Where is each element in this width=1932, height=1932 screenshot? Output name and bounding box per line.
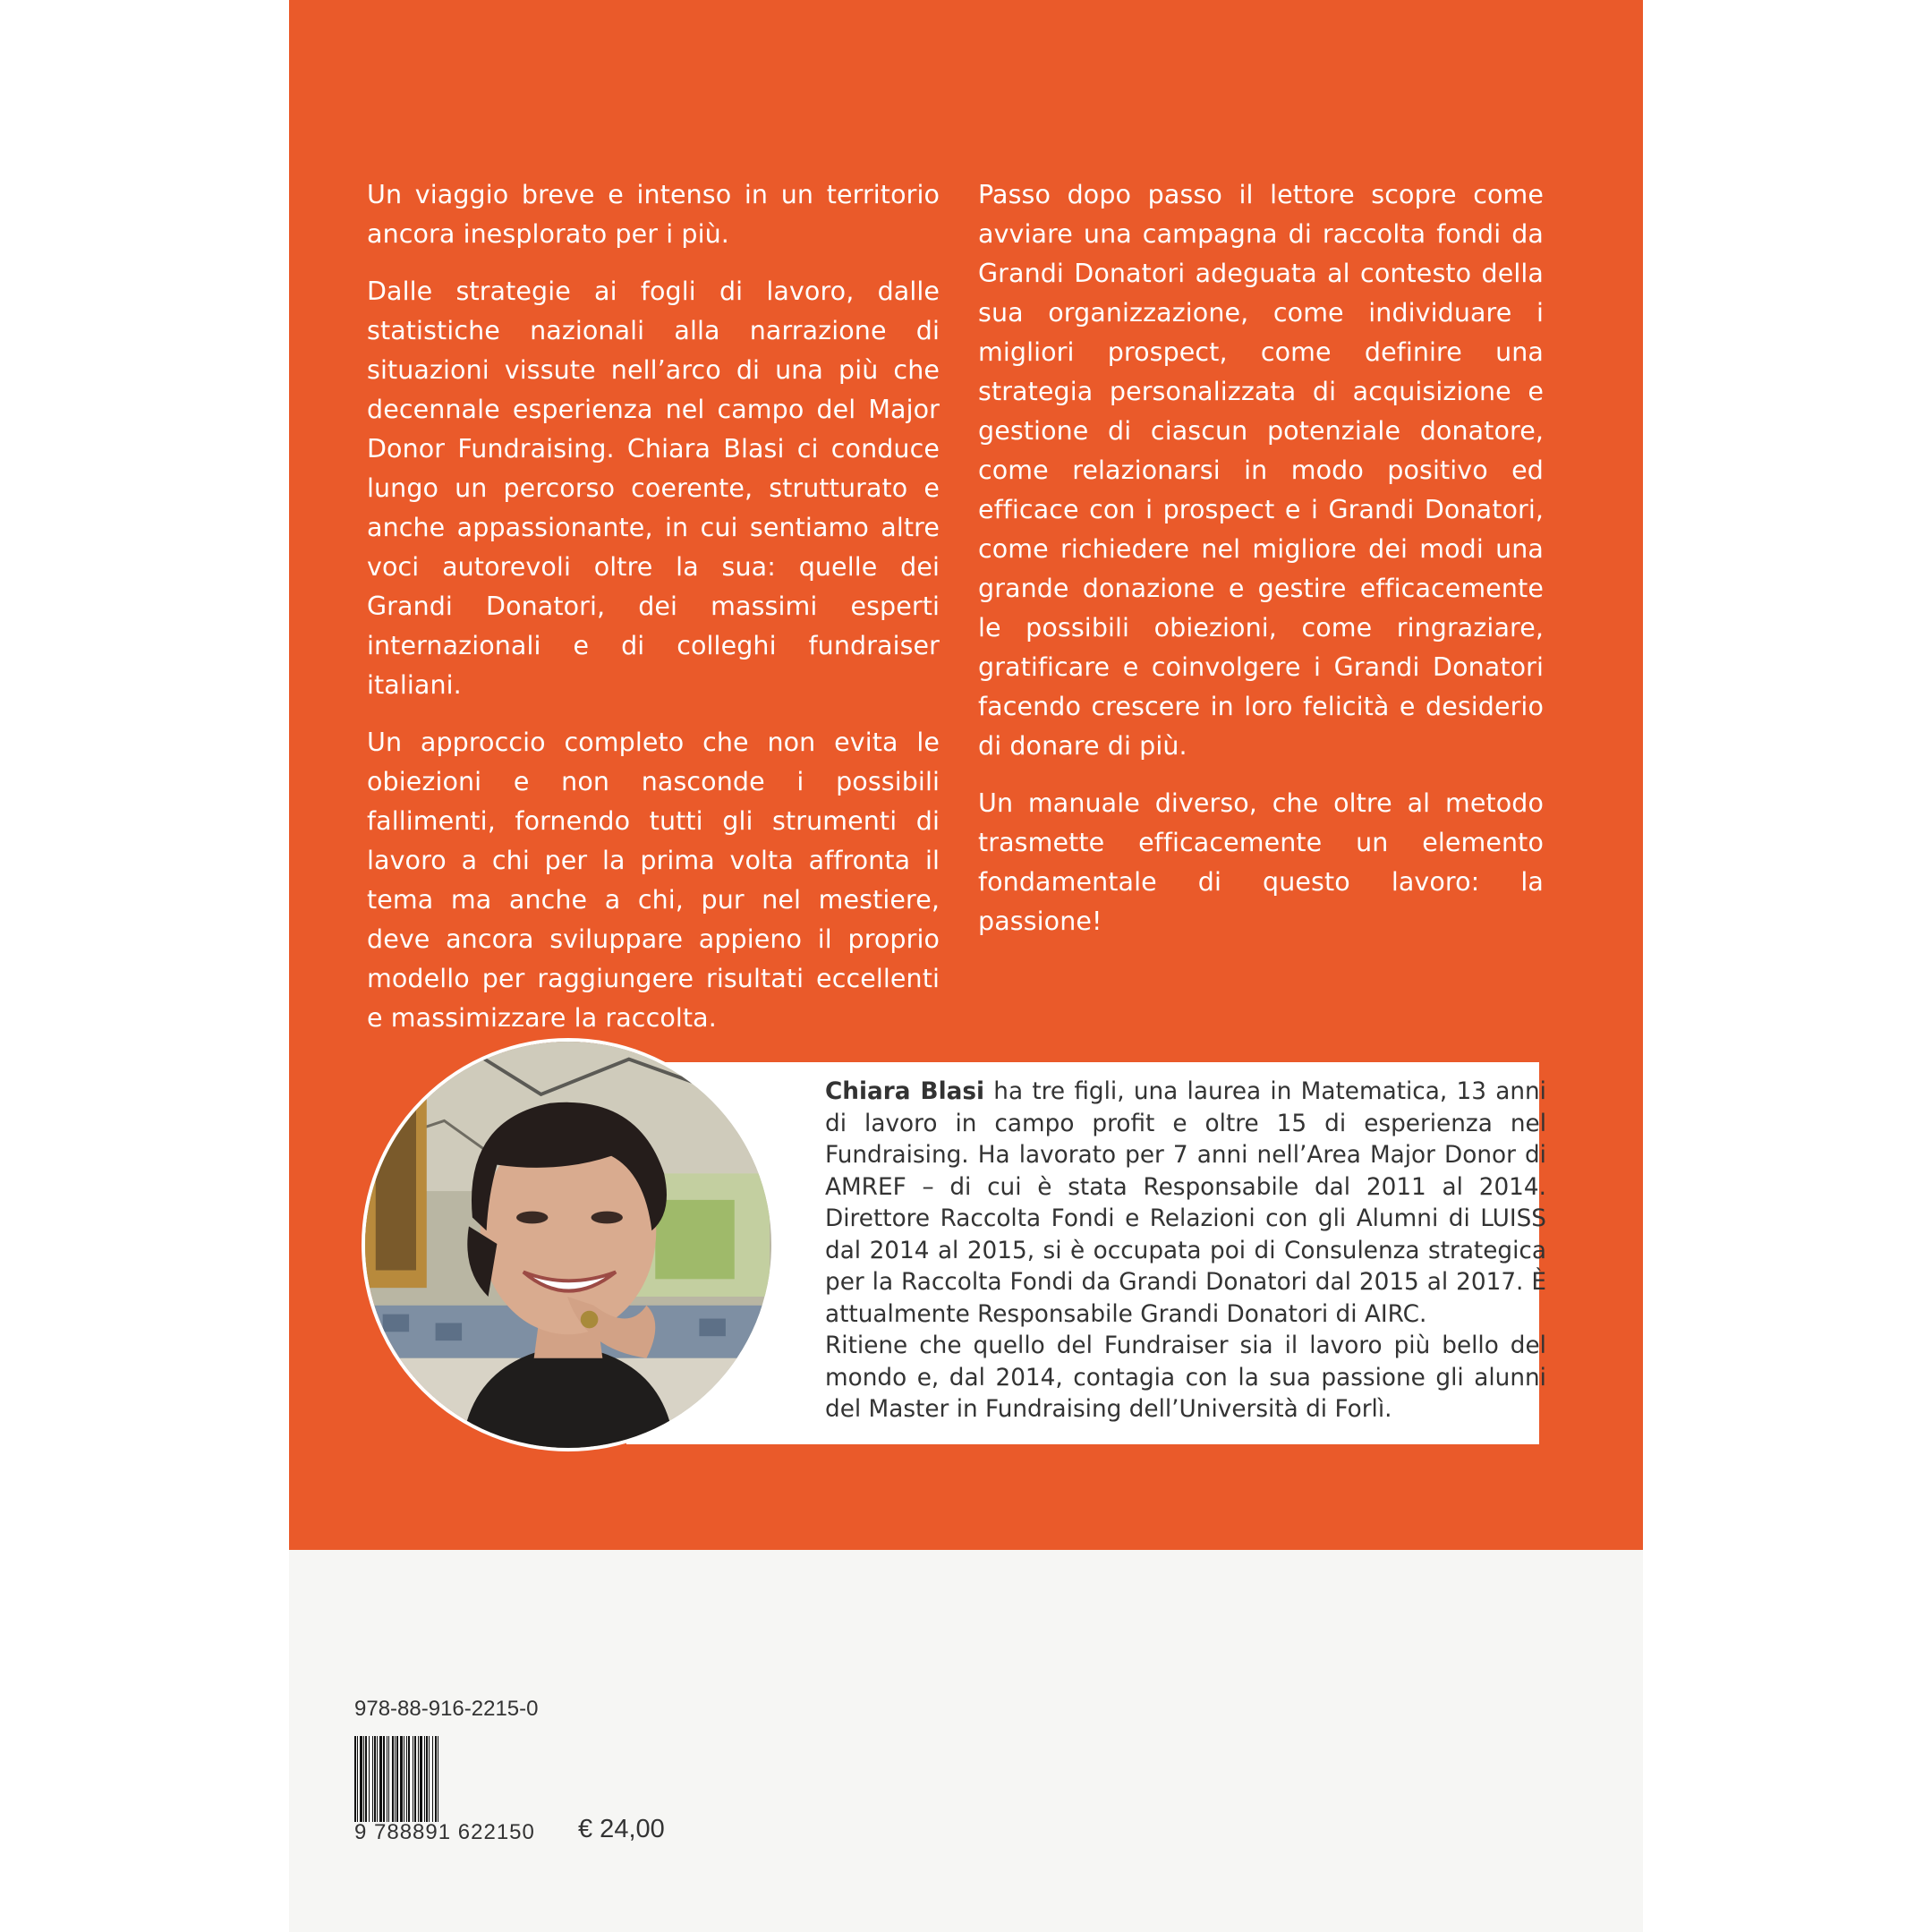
barcode-bar [414, 1736, 416, 1822]
barcode-bar [392, 1736, 394, 1822]
barcode-bar [372, 1736, 373, 1822]
barcode-bar [360, 1736, 362, 1822]
description-paragraph: Un viaggio breve e intenso in un territorio ancora inesplorato per i più. [367, 180, 940, 249]
author-name: Chiara Blasi [825, 1078, 985, 1105]
barcode-bar [408, 1736, 410, 1822]
price: € 24,00 [578, 1815, 665, 1843]
isbn: 978-88-916-2215-0 [354, 1697, 539, 1721]
barcode-bar [363, 1736, 364, 1822]
barcode-bar [379, 1736, 382, 1822]
barcode-bar [357, 1736, 358, 1822]
description-paragraph: Passo dopo passo il lettore scopre come avviare una campagna di raccolta fondi da Grandi Donatori adeguata al contesto della sua organizzazione, come individuare i migliori prospect, come definire una strategia personalizzata di acquisizione e gestione di ciascun potenziale donatore, come relazionarsi in modo positivo ed efficace con i prospect e i Grandi Donatori, come richiedere nel migliore dei modi una grande donazione e gestire efficacemente le possibili obiezioni, come ringraziare, gratificare e coinvolgere i Grandi Donatori facendo crescere in loro felicità e desiderio di donare di più. [978, 180, 1544, 761]
barcode-bar [374, 1736, 376, 1822]
description-paragraph: Un manuale diverso, che oltre al metodo trasmette efficacemente un elemento fondamentale di questo lavoro: la passione! [978, 788, 1544, 936]
barcode-bar [426, 1736, 428, 1822]
barcode-bar [418, 1736, 419, 1822]
barcode-bar [377, 1736, 378, 1822]
barcode-bar [420, 1736, 422, 1822]
bio-paragraph [825, 1077, 1546, 1331]
description-paragraph: Un approccio completo che non evita le obiezioni e non nasconde i possibili fallimenti, fornendo tutti gli strumenti di lavoro a chi per la prima volta affronta il tema ma anche a chi, pur nel mestiere, deve ancora sviluppare appieno il proprio modello per raggiungere risultati eccellenti e massimizzare la raccolta. [367, 728, 940, 1033]
barcode-bar [383, 1736, 385, 1822]
bio-text: ha tre figli, una laurea in Matematica, 13 anni di lavoro in campo profit e oltre 15 di esperienza nel Fundraising. Ha lavorato per 7 anni nell’Area Major Donor di AMREF – di cui è stata Responsabile dal 2011 al 2014. Direttore Raccolta Fondi e Relazioni con gli Alumni di LUISS dal 2014 al 2015, si è occupata poi di Consulenza strategica per la Raccolta Fondi da Grandi Donatori dal 2015 al 2017. È attualmente Responsabile Grandi Donatori di AIRC. [825, 1078, 1546, 1328]
author-bio [825, 1077, 1546, 1426]
description-left-column [367, 175, 940, 1056]
author-portrait-image [365, 1042, 771, 1448]
barcode-bar [396, 1736, 398, 1822]
barcode-bar [388, 1736, 389, 1822]
barcode-bar [435, 1736, 437, 1822]
barcode-bar [365, 1736, 367, 1822]
barcode-number: 9 788891 622150 [354, 1820, 535, 1844]
bio-paragraph: Ritiene che quello del Fundraiser sia il lavoro più bello del mondo e, dal 2014, contagia con la sua passione gli alunni del Master in Fundraising dell’Università di Forlì. [825, 1332, 1546, 1423]
barcode-bar [400, 1736, 403, 1822]
barcode-bar [369, 1736, 370, 1822]
description-paragraph: Dalle strategie ai fogli di lavoro, dalle statistiche nazionali alla narrazione di situazioni vissute nell’arco di una più che decennale esperienza nel campo del Major Donor Fundraising. Chiara Blasi ci conduce lungo un percorso coerente, strutturato e anche appassionante, in cui sentiamo altre voci autorevoli oltre la sua: quelle dei Grandi Donatori, dei massimi esperti internazionali e di colleghi fundraiser italiani. [367, 277, 940, 700]
author-photo [362, 1038, 775, 1451]
barcode-bar [354, 1736, 356, 1822]
barcode-bar [424, 1736, 425, 1822]
barcode-bar [432, 1736, 433, 1822]
barcode-bar [429, 1736, 430, 1822]
barcode-bar [406, 1736, 407, 1822]
barcode-bar [395, 1736, 396, 1822]
barcode [354, 1736, 545, 1822]
description-right-column [978, 175, 1544, 959]
